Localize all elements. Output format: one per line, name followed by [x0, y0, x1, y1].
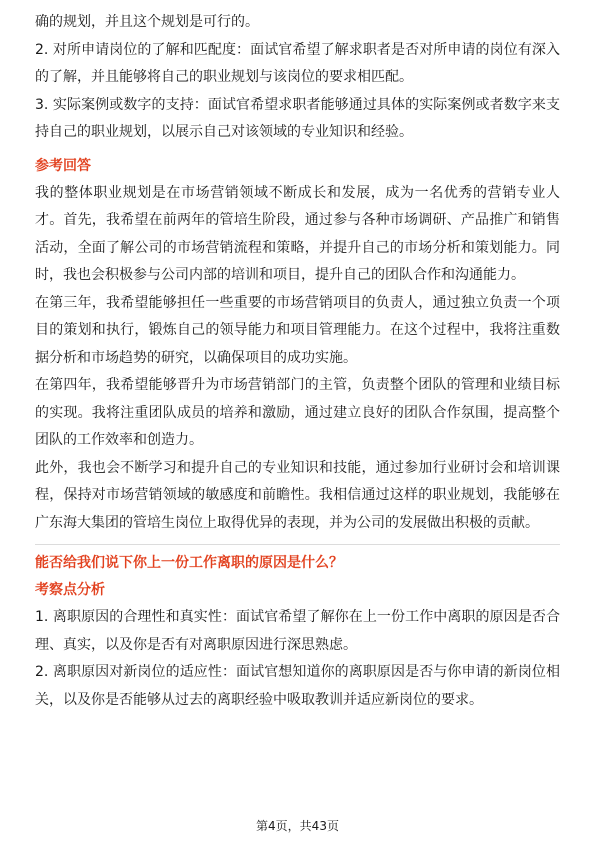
answer-paragraph-3: 在第四年，我希望能够晋升为市场营销部门的主管，负责整个团队的管理和业绩目标的实现。我将注重团队成员的培养和激励，通过建立良好的团队合作氛围，提高整个团队的工作效率和创造力。: [35, 377, 560, 448]
continued-text: 确的规划，并且这个规划是可行的。: [35, 14, 259, 30]
analysis-point-1: 1. 离职原因的合理性和真实性：面试官希望了解你在上一份工作中离职的原因是否合理、真实，以及你是否有对离职原因进行深思熟虑。: [35, 609, 560, 653]
answer-paragraph-4: 此外，我也会不断学习和提升自己的专业知识和技能，通过参加行业研讨会和培训课程，保持对市场营销领域的敏感度和前瞻性。我相信通过这样的职业规划，我能够在广东海大集团的管培生岗位上取得优异的表现，并为公司的发展做出积极的贡献。: [35, 459, 560, 531]
interview-question: 能否给我们说下你上一份工作离职的原因是什么？: [35, 555, 343, 571]
analysis-heading: 考察点分析: [35, 582, 105, 598]
analysis-point-2: 2. 离职原因对新岗位的适应性：面试官想知道你的离职原因是否与你申请的新岗位相关，以及你是否能够从过去的离职经验中吸取教训并适应新岗位的要求。: [35, 664, 560, 708]
answer-paragraph-2: 在第三年，我希望能够担任一些重要的市场营销项目的负责人，通过独立负责一个项目的策划和执行，锻炼自己的领导能力和项目管理能力。在这个过程中，我将注重数据分析和市场趋势的研究，以确保项目的成功实施。: [35, 294, 560, 366]
criteria-point-3: 3. 实际案例或数字的支持：面试官希望求职者能够通过具体的实际案例或者数字来支持自己的职业规划，以展示自己对该领域的专业知识和经验。: [35, 96, 560, 140]
criteria-point-2: 2. 对所申请岗位的了解和匹配度：面试官希望了解求职者是否对所申请的岗位有深入的了解，并且能够将自己的职业规划与该岗位的要求相匹配。: [35, 41, 560, 85]
page-content: [35, 9, 560, 714]
page-number: 第4页，共43页: [256, 819, 339, 833]
section-divider: [35, 544, 560, 545]
reference-answer-heading: 参考回答: [35, 157, 91, 174]
answer-paragraph-1: 我的整体职业规划是在市场营销领域不断成长和发展，成为一名优秀的营销专业人才。首先，我希望在前两年的管培生阶段，通过参与各种市场调研、产品推广和销售活动，全面了解公司的市场营销流程和策略，并提升自己的市场分析和策划能力。同时，我也会积极参与公司内部的培训和项目，提升自己的团队合作和沟通能力。: [35, 184, 560, 283]
